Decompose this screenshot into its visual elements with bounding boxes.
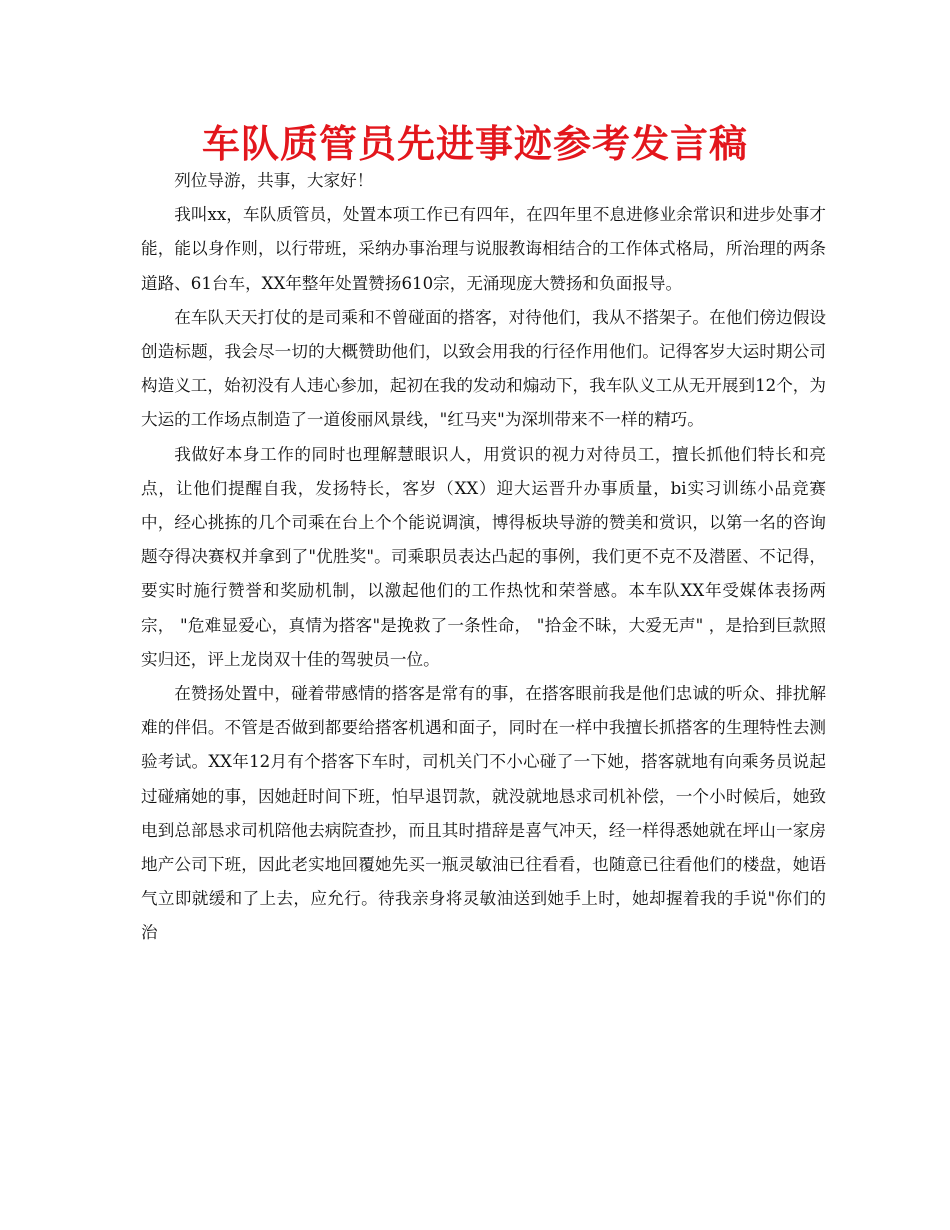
document-title: 车队质管员先进事迹参考发言稿 [201,122,748,166]
paragraph-complaint-handling: 在赞扬处置中，碰着带感情的搭客是常有的事，在搭客眼前我是他们忠诚的听众、排扰解难的伴侣。不管是否做到都要给搭客机遇和面子，同时在一样中我擅长抓搭客的生理特性去测验考试。XX年12月有个搭客下车时，司机关门不小心碰了一下她，搭客就地有向乘务员说起过碰痛她的事，因她赶时间下班，怕早退罚款，就没就地恳求司机补偿，一个小时候后，她致电到总部恳求司机陪他去病院查抄，而且其时措辞是喜气冲天，经一样得悉她就在坪山一家房地产公司下班，因此老实地回覆她先买一瓶灵敏油已往看看，也随意已往看他们的楼盘，她语气立即就缓和了上去，应允行。待我亲身将灵敏油送到她手上时，她却握着我的手说"你们的治 [141,684,826,943]
paragraph-greeting: 列位导游，共事，大家好！ [174,171,374,190]
paragraph-team-work: 在车队天天打仗的是司乘和不曾碰面的搭客，对待他们，我从不搭架子。在他们傍边假设创造标题，我会尽一切的大概赞助他们，以致会用我的行径作用他们。记得客岁大运时期公司构造义工，始初没有人违心参加，起初在我的发动和煽动下，我车队义工从无开展到12个，为大运的工作场点制造了一道俊丽风景线，"红马夹"为深圳带来不一样的精巧。 [141,307,826,430]
paragraph-staff-recognition: 我做好本身工作的同时也理解慧眼识人，用赏识的视力对待员工，擅长抓他们特长和亮点，让他们提醒自我，发扬特长，客岁（XX）迎大运晋升办事质量，bi实习训练小品竞赛中，经心挑拣的几个司乘在台上个个能说调演，博得板块导游的赞美和赏识，以第一名的咨询题夺得决赛权并拿到了"优胜奖"。司乘职员表达凸起的事例，我们更不克不及潜匿、不记得，要实时施行赞誉和奖励机制，以激起他们的工作热忱和荣誉感。本车队XX年受媒体表扬两宗， "危难显爱心，真情为搭客"是挽救了一条性命， "拾金不昧，大爱无声" ，是拾到巨款照实归还，评上龙岗双十佳的驾驶员一位。 [141,444,826,669]
document-body [141,164,826,951]
paragraph-introduction: 我叫xx，车队质管员，处置本项工作已有四年，在四年里不息进修业余常识和进步处事才能，能以身作则，以行带班，采纳办事治理与说服教诲相结合的工作体式格局，所治理的两条道路、61台车，XX年整年处置赞扬610宗，无涌现庞大赞扬和负面报导。 [141,205,826,293]
